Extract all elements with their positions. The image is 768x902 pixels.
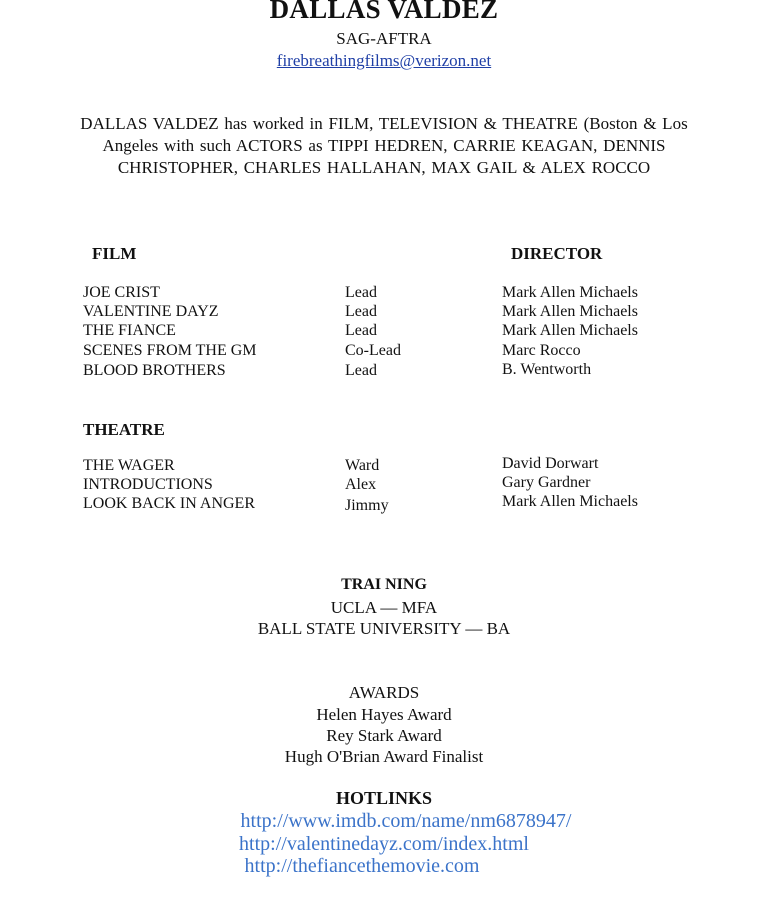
theatre-title: INTRODUCTIONS: [83, 476, 213, 493]
theatre-heading: THEATRE: [83, 420, 165, 439]
film-title: THE FIANCE: [83, 322, 176, 339]
film-role: Lead: [345, 303, 377, 320]
theatre-role: Jimmy: [345, 497, 389, 514]
training-heading: TRAI NING: [341, 576, 427, 593]
valentinedayz-link[interactable]: http://valentinedayz.com/index.html: [239, 833, 529, 855]
award-item: Rey Stark Award: [326, 726, 442, 745]
film-heading: FILM: [92, 244, 137, 263]
theatre-director: Gary Gardner: [502, 474, 591, 491]
award-item: Hugh O'Brian Award Finalist: [284, 747, 484, 766]
theatre-role: Alex: [345, 476, 377, 493]
film-title: SCENES FROM THE GM: [83, 342, 257, 359]
film-role: Lead: [345, 362, 377, 379]
training-item: BALL STATE UNIVERSITY — BA: [257, 619, 511, 638]
union-affiliation: SAG-AFTRA: [336, 29, 432, 48]
theatre-title: THE WAGER: [83, 457, 175, 474]
film-director: Mark Allen Michaels: [502, 303, 638, 320]
bio-line: DALLAS VALDEZ has worked in FILM, TELEVISION & THEATRE (Boston & Los: [80, 114, 688, 133]
bio-line: CHRISTOPHER, CHARLES HALLAHAN, MAX GAIL & ALEX ROCCO: [117, 158, 651, 177]
email-link[interactable]: firebreathingfilms@verizon.net: [276, 51, 492, 70]
theatre-title: LOOK BACK IN ANGER: [83, 495, 255, 512]
film-director: Marc Rocco: [502, 342, 581, 359]
film-title: VALENTINE DAYZ: [83, 303, 219, 320]
thefiance-link[interactable]: http://thefiancethemovie.com: [244, 855, 480, 877]
imdb-link[interactable]: http://www.imdb.com/name/nm6878947/: [240, 810, 572, 832]
bio-line: Angeles with such ACTORS as TIPPI HEDREN, CARRIE KEAGAN, DENNIS: [102, 136, 666, 155]
film-director: Mark Allen Michaels: [502, 284, 638, 301]
theatre-role: Ward: [345, 457, 380, 474]
film-director: Mark Allen Michaels: [502, 322, 638, 339]
training-item: UCLA — MFA: [330, 598, 438, 617]
theatre-director: David Dorwart: [502, 455, 599, 472]
film-role: Lead: [345, 322, 377, 339]
theatre-director: Mark Allen Michaels: [502, 493, 638, 510]
film-director: B. Wentworth: [502, 361, 592, 378]
award-item: Helen Hayes Award: [316, 705, 452, 724]
hotlinks-heading: HOTLINKS: [335, 788, 433, 808]
film-title: BLOOD BROTHERS: [83, 362, 226, 379]
awards-heading: AWARDS: [348, 683, 420, 702]
director-heading: DIRECTOR: [511, 244, 603, 263]
actor-name: DALLAS VALDEZ: [269, 0, 499, 24]
film-title: JOE CRIST: [83, 284, 160, 301]
film-role: Co-Lead: [345, 342, 401, 359]
film-role: Lead: [345, 284, 377, 301]
bio-paragraph: [0, 113, 768, 179]
